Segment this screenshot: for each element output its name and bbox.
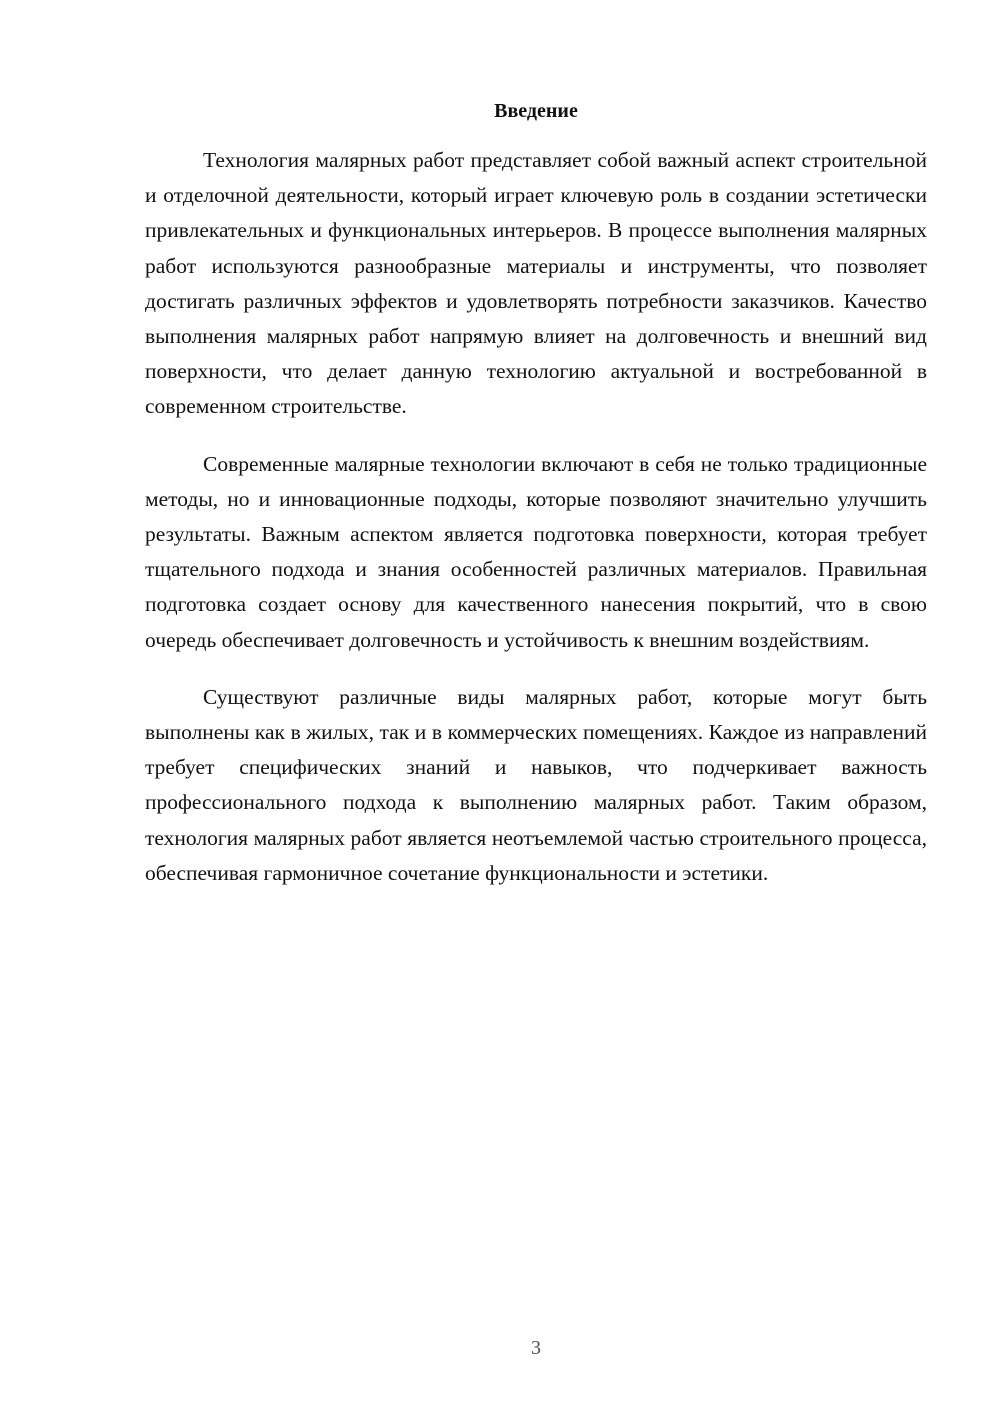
paragraph-2: Современные малярные технологии включают в себя не только традиционные методы, но и инновационные подходы, которые позволяют значительно улучшить результаты. Важным аспектом является подготовка поверхности, которая требует тщательного подхода и знания особенностей различных материалов. Правильная подготовка создает основу для качественного нанесения покрытий, что в свою очередь обеспечивает долговечность и устойчивость к внешним воздействиям. [145, 451, 927, 652]
paragraph-1: Технология малярных работ представляет собой важный аспект строительной и отделочной деятельности, который играет ключевую роль в создании эстетически привлекательных и функциональных интерьеров. В процессе выполнения малярных работ используются разнообразные материалы и инструменты, что позволяет достигать различных эффектов и удовлетворять потребности заказчиков. Качество выполнения малярных работ напрямую влияет на долговечность и внешний вид поверхности, что делает данную технологию актуальной и востребованной в современном строительстве. [145, 148, 927, 419]
section-heading: Введение [494, 100, 578, 122]
body-text [145, 143, 927, 913]
paragraph-3: Существуют различные виды малярных работ, которые могут быть выполнены как в жилых, так и в коммерческих помещениях. Каждое из направлений требует специфических знаний и навыков, что подчеркивает важность профессионального подхода к выполнению малярных работ. Таким образом, технология малярных работ является неотъемлемой частью строительного процесса, обеспечивая гармоничное сочетание функциональности и эстетики. [145, 684, 927, 885]
page-number: 3 [531, 1337, 541, 1359]
